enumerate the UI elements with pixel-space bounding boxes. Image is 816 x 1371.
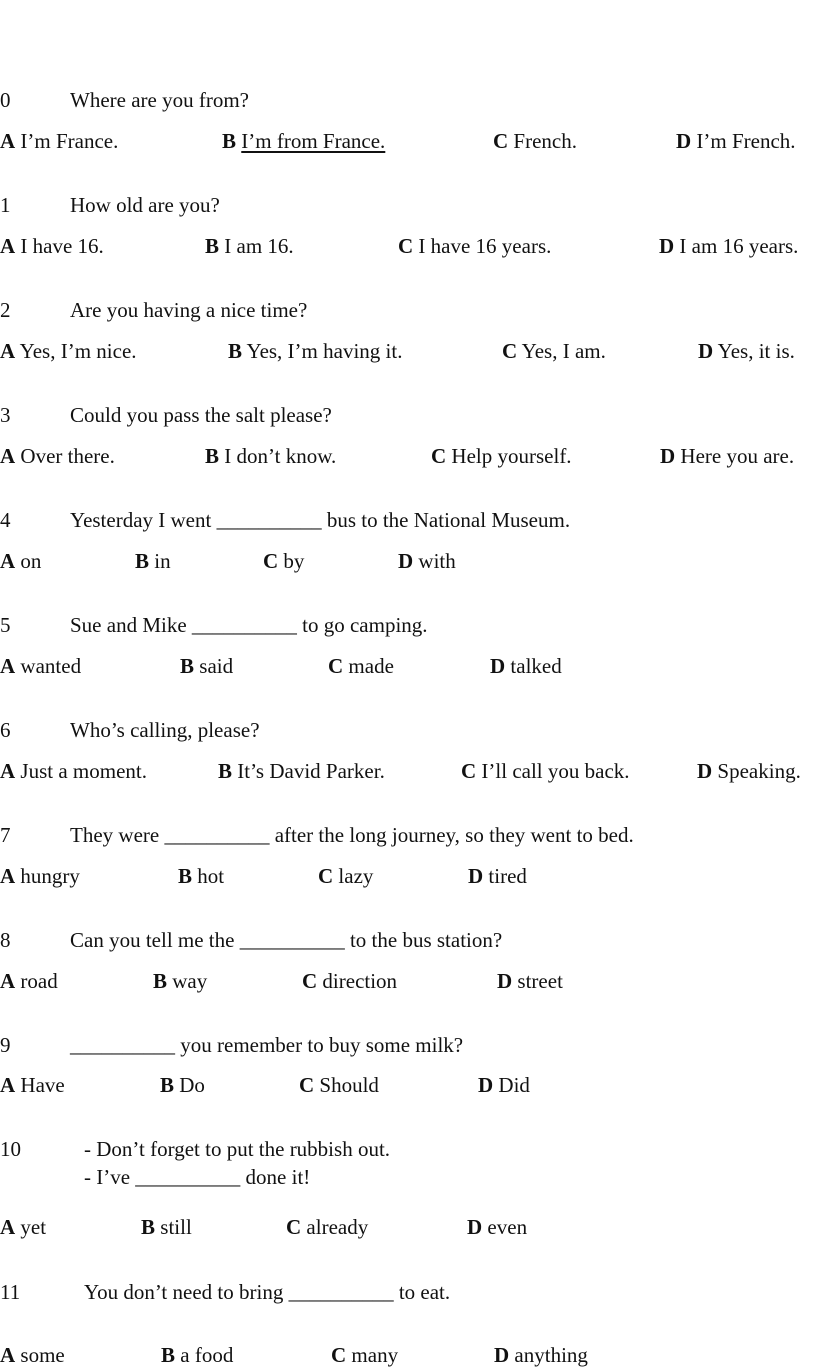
option-text: hungry [20,864,80,888]
option-letter: B [135,549,150,573]
option-text: still [160,1215,192,1239]
question-number: 6 [0,718,11,742]
answer-option[interactable] [0,339,137,363]
answer-option[interactable] [222,129,385,153]
answer-option[interactable] [502,339,606,363]
answer-option[interactable] [286,1215,368,1239]
option-letter: B [205,234,220,258]
option-letter: B [141,1215,156,1239]
answer-option[interactable] [0,1215,46,1239]
question-number: 5 [0,613,11,637]
answer-option[interactable] [660,444,794,468]
option-letter: C [286,1215,302,1239]
option-letter: A [0,444,16,468]
option-text: on [20,549,42,573]
option-letter: A [0,654,16,678]
option-text: Yes, I am. [521,339,606,363]
option-text: I’m France. [20,129,119,153]
question-text: Are you having a nice time? [70,298,308,322]
question-text: - I’ve __________ done it! [84,1165,311,1189]
option-letter: D [660,444,676,468]
option-text: It’s David Parker. [237,759,385,783]
option-text: Help yourself. [451,444,572,468]
option-text: Have [20,1073,65,1097]
option-letter: B [205,444,220,468]
answer-option[interactable] [659,234,798,258]
question-text: You don’t need to bring __________ to eat. [84,1280,451,1304]
option-text: some [20,1343,65,1367]
option-letter: C [318,864,334,888]
answer-option[interactable] [302,969,397,993]
question-number: 7 [0,823,11,847]
option-text: Over there. [20,444,115,468]
option-letter: A [0,864,16,888]
option-text: Yes, it is. [717,339,795,363]
option-text: I’m French. [696,129,796,153]
question-number: 11 [0,1280,21,1304]
option-text: many [351,1343,399,1367]
option-letter: B [161,1343,176,1367]
answer-option[interactable] [178,864,224,888]
option-text: I have 16 years. [418,234,552,258]
option-text: Should [319,1073,379,1097]
answer-option[interactable] [0,444,115,468]
option-text: made [348,654,394,678]
option-letter: C [431,444,447,468]
option-letter: A [0,549,16,573]
option-letter: D [467,1215,483,1239]
option-text: way [172,969,208,993]
option-letter: A [0,129,16,153]
option-letter: C [398,234,414,258]
answer-option[interactable] [676,129,796,153]
option-text: hot [197,864,225,888]
answer-option[interactable] [328,654,394,678]
answer-option[interactable] [461,759,630,783]
option-text: tired [488,864,527,888]
option-letter: B [222,129,237,153]
question-text: - Don’t forget to put the rubbish out. [84,1137,391,1161]
answer-option[interactable] [180,654,233,678]
answer-option[interactable] [205,234,294,258]
answer-option[interactable] [0,969,58,993]
option-text: Yes, I’m nice. [19,339,137,363]
answer-option[interactable] [490,654,562,678]
option-letter: D [490,654,506,678]
answer-option[interactable] [398,549,456,573]
option-letter: D [697,759,713,783]
option-letter: B [218,759,233,783]
option-letter: B [228,339,243,363]
option-letter: C [493,129,509,153]
option-text: already [306,1215,369,1239]
option-letter: B [153,969,168,993]
option-text: street [517,969,563,993]
answer-option[interactable] [431,444,572,468]
answer-option[interactable] [153,969,207,993]
option-letter: D [494,1343,510,1367]
option-text: a food [180,1343,234,1367]
option-text: I am 16 years. [679,234,799,258]
option-text: anything [514,1343,588,1367]
option-letter: D [398,549,414,573]
question-text: Where are you from? [70,88,249,112]
answer-option[interactable] [467,1215,527,1239]
option-letter: A [0,1343,16,1367]
question-text: Sue and Mike __________ to go camping. [70,613,428,637]
question-number: 10 [0,1137,21,1161]
question-number: 1 [0,193,11,217]
option-text: wanted [20,654,82,678]
question-text: How old are you? [70,193,220,217]
question-number: 8 [0,928,11,952]
question-number: 0 [0,88,11,112]
option-letter: A [0,759,16,783]
question-number: 9 [0,1033,11,1057]
option-text: talked [510,654,562,678]
answer-option[interactable] [263,549,304,573]
answer-option[interactable] [141,1215,192,1239]
option-letter: C [502,339,518,363]
answer-option[interactable] [0,1073,65,1097]
question-number: 3 [0,403,11,427]
option-text-correct: I’m from France. [241,129,386,153]
option-letter: A [0,969,16,993]
option-letter: C [302,969,318,993]
option-text: Yes, I’m having it. [246,339,403,363]
question-text: Can you tell me the __________ to the bus station? [70,928,503,952]
option-letter: D [478,1073,494,1097]
option-text: in [154,549,171,573]
option-text: Do [179,1073,205,1097]
question-text: Yesterday I went __________ bus to the National Museum. [70,508,571,532]
question-text: Could you pass the salt please? [70,403,332,427]
option-letter: B [180,654,195,678]
option-letter: B [160,1073,175,1097]
option-text: I am 16. [224,234,294,258]
answer-option[interactable] [0,234,104,258]
answer-option[interactable] [299,1073,379,1097]
answer-option[interactable] [0,864,80,888]
option-letter: A [0,339,16,363]
option-letter: C [263,549,279,573]
option-text: said [199,654,234,678]
option-text: I have 16. [20,234,104,258]
answer-option[interactable] [468,864,527,888]
option-text: road [20,969,58,993]
answer-option[interactable] [135,549,171,573]
question-text: __________ you remember to buy some milk? [70,1033,464,1057]
answer-option[interactable] [493,129,577,153]
answer-option[interactable] [161,1343,233,1367]
option-text: by [283,549,305,573]
option-letter: D [659,234,675,258]
answer-option[interactable] [0,1343,65,1367]
option-text: I don’t know. [224,444,337,468]
answer-option[interactable] [160,1073,205,1097]
option-text: Just a moment. [20,759,147,783]
option-letter: A [0,1215,16,1239]
option-text: even [487,1215,528,1239]
option-letter: C [328,654,344,678]
option-text: yet [20,1215,47,1239]
answer-option[interactable] [0,759,147,783]
answer-option[interactable] [318,864,373,888]
option-letter: D [468,864,484,888]
option-text: Did [498,1073,530,1097]
answer-option[interactable] [697,759,801,783]
question-number: 2 [0,298,11,322]
option-text: Speaking. [717,759,801,783]
answer-option[interactable] [0,129,118,153]
option-letter: D [676,129,692,153]
option-letter: A [0,1073,16,1097]
answer-option[interactable] [228,339,402,363]
option-text: lazy [338,864,374,888]
option-letter: C [331,1343,347,1367]
option-letter: D [698,339,714,363]
question-number: 4 [0,508,11,532]
answer-option[interactable] [205,444,336,468]
option-text: French. [513,129,577,153]
answer-option[interactable] [331,1343,398,1367]
answer-option[interactable] [0,654,81,678]
option-text: with [418,549,456,573]
option-text: direction [322,969,398,993]
answer-option[interactable] [698,339,795,363]
answer-option[interactable] [478,1073,530,1097]
option-letter: B [178,864,193,888]
answer-option[interactable] [218,759,385,783]
answer-option[interactable] [494,1343,588,1367]
question-text: Who’s calling, please? [70,718,260,742]
option-letter: C [461,759,477,783]
option-text: I’ll call you back. [481,759,630,783]
answer-option[interactable] [0,549,41,573]
answer-option[interactable] [497,969,563,993]
question-text: They were __________ after the long journey, so they went to bed. [70,823,634,847]
answer-option[interactable] [398,234,551,258]
option-letter: A [0,234,16,258]
option-letter: C [299,1073,315,1097]
option-text: Here you are. [680,444,795,468]
option-letter: D [497,969,513,993]
